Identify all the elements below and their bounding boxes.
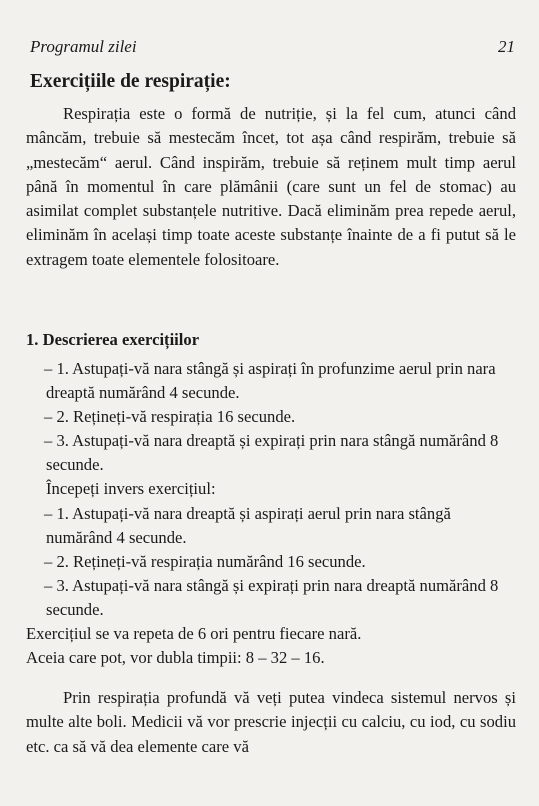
step-2: – 2. Rețineți-vă respirația 16 secunde. (44, 407, 296, 427)
reverse-step-3: – 3. Astupați-vă nara stângă și expirați prin nara dreaptă numărând 8 secunde. (44, 575, 499, 619)
page-number: 21 (498, 37, 515, 56)
step-3: – 3. Astupați-vă nara dreaptă și expirați prin nara stângă numărând 8 secunde. (44, 431, 499, 475)
intro-paragraph: Respirația este o formă de nutriție, și la fel cum, atunci când mâncăm, trebuie să mestecăm încet, tot așa când respirăm, trebuie să „mestecăm“ aerul. Când inspirăm, trebuie să reținem mult timp aerul până în momentul în care plămânii (care sunt un fel de stomac) au asimilat complet substanțele nutritive. Dacă eliminăm prea repede aerul, eliminăm în același timp toate aceste substanțe înainte de a fi putut să le extragem toate elementele folositoare. (26, 104, 516, 269)
exercise-steps (26, 357, 516, 670)
exercise-heading: 1. Descrierea exercițiilor (26, 330, 200, 349)
double-note: Aceia care pot, vor dubla timpii: 8 – 32 – 16. (26, 648, 325, 668)
section-title: Exercițiile de respirație: (30, 71, 231, 92)
running-title: Programul zilei (30, 37, 137, 56)
closing-paragraph: Prin respirația profundă vă veți putea vindeca sistemul nervos și multe alte boli. Medicii vă vor prescrie injecții cu calciu, cu iod, cu sodiu etc. ca să vă dea elemente care vă (26, 688, 516, 756)
reverse-step-1: – 1. Astupați-vă nara dreaptă și aspirați aerul prin nara stângă numărând 4 secunde. (44, 503, 451, 547)
reverse-step-2: – 2. Rețineți-vă respirația numărând 16 secunde. (44, 551, 366, 571)
repeat-note: Exercițiul se va repeta de 6 ori pentru fiecare nară. (26, 624, 362, 644)
step-1: – 1. Astupați-vă nara stângă și aspirați în profunzime aerul prin nara dreaptă numărând 4 secunde. (44, 359, 496, 403)
reverse-intro: Începeți invers exercițiul: (46, 479, 216, 499)
